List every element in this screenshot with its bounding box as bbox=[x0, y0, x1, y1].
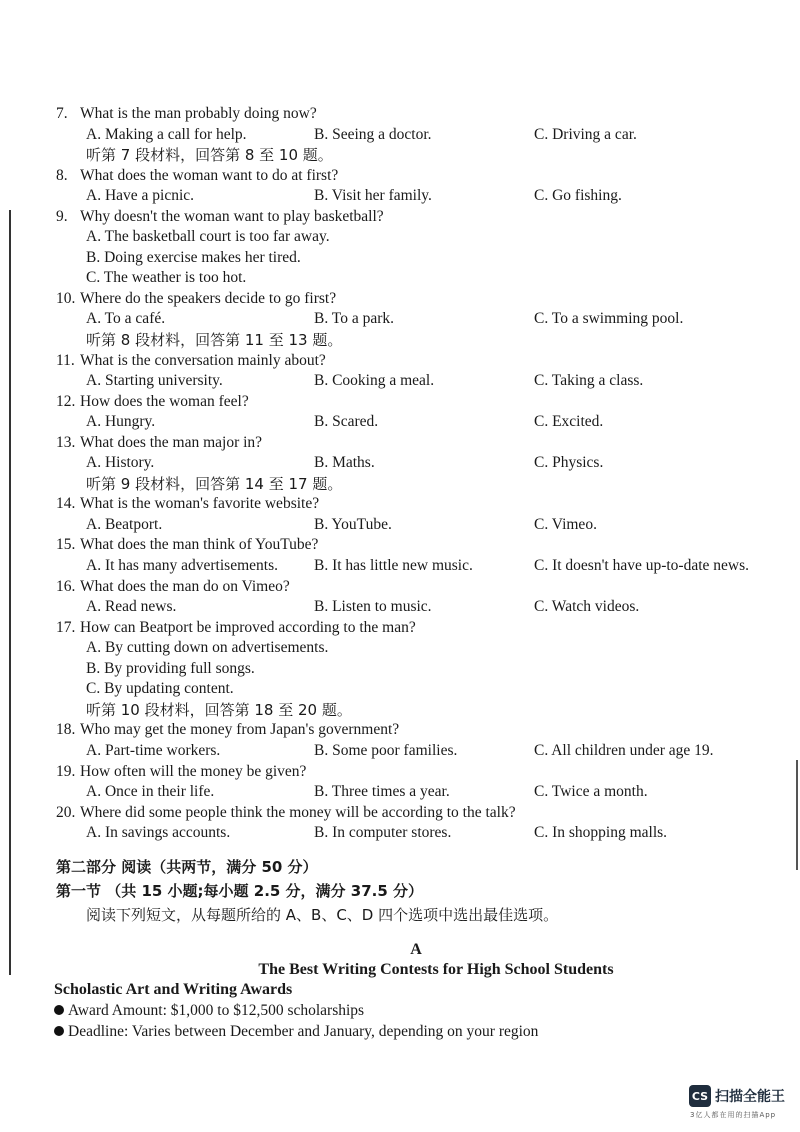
option-a: A. In savings accounts. bbox=[86, 824, 231, 842]
option-a bbox=[56, 227, 776, 248]
option-c bbox=[56, 268, 776, 289]
question-number: 13. bbox=[56, 433, 76, 451]
question-number: 20. bbox=[56, 803, 76, 821]
question-12 bbox=[56, 392, 776, 413]
options-19 bbox=[56, 782, 776, 803]
option-c-text: C. The weather is too hot. bbox=[86, 269, 247, 287]
option-a: A. Have a picnic. bbox=[86, 187, 195, 205]
option-c: C. To a swimming pool. bbox=[534, 310, 684, 328]
bullet-dot-icon bbox=[54, 1026, 64, 1036]
option-b: B. Listen to music. bbox=[314, 598, 432, 616]
question-text: What does the woman want to do at first? bbox=[80, 166, 339, 184]
bullet-text: Award Amount: $1,000 to $12,500 scholarships bbox=[68, 1001, 365, 1019]
question-8 bbox=[56, 166, 776, 187]
question-number: 16. bbox=[56, 577, 76, 595]
question-number: 9. bbox=[56, 207, 68, 225]
option-c: C. Physics. bbox=[534, 454, 604, 472]
cs-logo-icon: CS bbox=[689, 1085, 711, 1107]
question-number: 7. bbox=[56, 105, 68, 122]
watermark-name: 扫描全能王 bbox=[715, 1089, 785, 1105]
scanner-watermark bbox=[689, 1085, 785, 1107]
question-text: Who may get the money from Japan's government? bbox=[80, 721, 400, 739]
question-text: How does the woman feel? bbox=[80, 392, 249, 410]
option-b: B. Maths. bbox=[314, 454, 375, 472]
question-text: Why doesn't the woman want to play basketball? bbox=[80, 207, 384, 225]
question-number: 11. bbox=[56, 351, 75, 369]
options-10 bbox=[56, 309, 776, 330]
option-a: A. Read news. bbox=[86, 598, 177, 616]
question-text: What is the woman's favorite website? bbox=[80, 495, 320, 513]
listening-note: 听第 9 段材料，回答第 14 至 17 题。 bbox=[86, 474, 343, 493]
option-c bbox=[56, 679, 776, 700]
question-17 bbox=[56, 618, 776, 639]
bullet-text: Deadline: Varies between December and January, depending on your region bbox=[68, 1022, 539, 1040]
question-text: How often will the money be given? bbox=[80, 762, 307, 780]
option-a: A. Part-time workers. bbox=[86, 741, 221, 759]
contest-name: Scholastic Art and Writing Awards bbox=[54, 980, 293, 998]
question-text: What does the man do on Vimeo? bbox=[80, 577, 290, 595]
option-c: C. All children under age 19. bbox=[534, 741, 714, 759]
option-a: A. It has many advertisements. bbox=[86, 557, 278, 575]
exam-content bbox=[56, 104, 776, 1042]
option-b bbox=[56, 659, 776, 680]
bullet-dot-icon bbox=[54, 1005, 64, 1015]
question-11 bbox=[56, 351, 776, 372]
option-b: B. To a park. bbox=[314, 310, 394, 328]
question-number: 10. bbox=[56, 289, 76, 307]
option-b: B. YouTube. bbox=[314, 515, 392, 533]
option-c: C. It doesn't have up-to-date news. bbox=[534, 557, 750, 575]
question-10 bbox=[56, 289, 776, 310]
option-b bbox=[56, 248, 776, 269]
option-b: B. Seeing a doctor. bbox=[314, 125, 432, 143]
options-8 bbox=[56, 186, 776, 207]
option-b: B. Some poor families. bbox=[314, 741, 458, 759]
option-b: B. It has little new music. bbox=[314, 557, 473, 575]
passage-letter: A bbox=[410, 940, 422, 958]
option-a: A. Once in their life. bbox=[86, 783, 215, 801]
option-b: B. Scared. bbox=[314, 413, 379, 431]
option-c: C. Twice a month. bbox=[534, 783, 648, 801]
passage-title: The Best Writing Contests for High School Students bbox=[258, 960, 614, 978]
option-c: C. Taking a class. bbox=[534, 372, 644, 390]
options-16 bbox=[56, 597, 776, 618]
option-a: A. Beatport. bbox=[86, 515, 163, 533]
section-one-heading: 第一节 （共 15 小题;每小题 2.5 分，满分 37.5 分） bbox=[56, 881, 424, 900]
options-20 bbox=[56, 823, 776, 844]
option-c: C. In shopping malls. bbox=[534, 824, 668, 842]
question-9 bbox=[56, 207, 776, 228]
option-a: A. To a café. bbox=[86, 310, 166, 328]
question-text: What is the conversation mainly about? bbox=[80, 351, 326, 369]
question-text: How can Beatport be improved according to the man? bbox=[80, 618, 416, 636]
question-number: 15. bbox=[56, 536, 76, 554]
option-a bbox=[56, 638, 776, 659]
option-b: B. Cooking a meal. bbox=[314, 372, 435, 390]
option-b: B. Three times a year. bbox=[314, 783, 450, 801]
listening-note: 听第 10 段材料，回答第 18 至 20 题。 bbox=[86, 700, 352, 719]
question-15 bbox=[56, 535, 776, 556]
option-a-text: A. By cutting down on advertisements. bbox=[86, 639, 329, 657]
question-20 bbox=[56, 803, 776, 824]
option-a-text: A. The basketball court is too far away. bbox=[86, 228, 330, 246]
question-7 bbox=[56, 104, 776, 125]
options-7 bbox=[56, 125, 776, 146]
bullet-item bbox=[54, 1021, 776, 1042]
options-11 bbox=[56, 371, 776, 392]
options-18 bbox=[56, 741, 776, 762]
options-13 bbox=[56, 453, 776, 474]
question-text: What does the man major in? bbox=[80, 433, 263, 451]
part-two-heading: 第二部分 阅读（共两节，满分 50 分） bbox=[56, 857, 318, 876]
reading-instruction: 阅读下列短文，从每题所给的 A、B、C、D 四个选项中选出最佳选项。 bbox=[86, 905, 559, 924]
edge-line bbox=[796, 760, 798, 870]
question-number: 17. bbox=[56, 618, 76, 636]
question-text: Where did some people think the money will be according to the talk? bbox=[80, 803, 516, 821]
question-text: What does the man think of YouTube? bbox=[80, 536, 319, 554]
option-a: A. Hungry. bbox=[86, 413, 156, 431]
question-19 bbox=[56, 762, 776, 783]
question-18 bbox=[56, 720, 776, 741]
question-14 bbox=[56, 494, 776, 515]
options-15 bbox=[56, 556, 776, 577]
option-b-text: B. Doing exercise makes her tired. bbox=[86, 248, 301, 266]
question-number: 8. bbox=[56, 166, 68, 184]
option-c: C. Driving a car. bbox=[534, 125, 637, 143]
question-16 bbox=[56, 577, 776, 598]
option-c: C. Excited. bbox=[534, 413, 604, 431]
option-c: C. Go fishing. bbox=[534, 187, 622, 205]
watermark-tagline: 3亿人都在用的扫描App bbox=[690, 1111, 777, 1119]
option-b: B. In computer stores. bbox=[314, 824, 452, 842]
options-14 bbox=[56, 515, 776, 536]
option-c: C. Watch videos. bbox=[534, 598, 640, 616]
option-a: A. Making a call for help. bbox=[86, 125, 247, 143]
question-text: What is the man probably doing now? bbox=[80, 105, 317, 122]
listening-note: 听第 7 段材料，回答第 8 至 10 题。 bbox=[86, 146, 333, 165]
question-text: Where do the speakers decide to go first? bbox=[80, 289, 337, 307]
option-a: A. Starting university. bbox=[86, 372, 223, 390]
options-12 bbox=[56, 412, 776, 433]
binding-line bbox=[9, 210, 11, 975]
question-number: 14. bbox=[56, 495, 76, 513]
option-a: A. History. bbox=[86, 454, 155, 472]
option-c-text: C. By updating content. bbox=[86, 680, 234, 698]
listening-note: 听第 8 段材料，回答第 11 至 13 题。 bbox=[86, 331, 343, 350]
question-number: 12. bbox=[56, 392, 76, 410]
question-number: 18. bbox=[56, 721, 76, 739]
option-b: B. Visit her family. bbox=[314, 187, 432, 205]
question-number: 19. bbox=[56, 762, 76, 780]
option-b-text: B. By providing full songs. bbox=[86, 659, 255, 677]
bullet-item bbox=[54, 1000, 776, 1021]
option-c: C. Vimeo. bbox=[534, 515, 597, 533]
question-13 bbox=[56, 433, 776, 454]
